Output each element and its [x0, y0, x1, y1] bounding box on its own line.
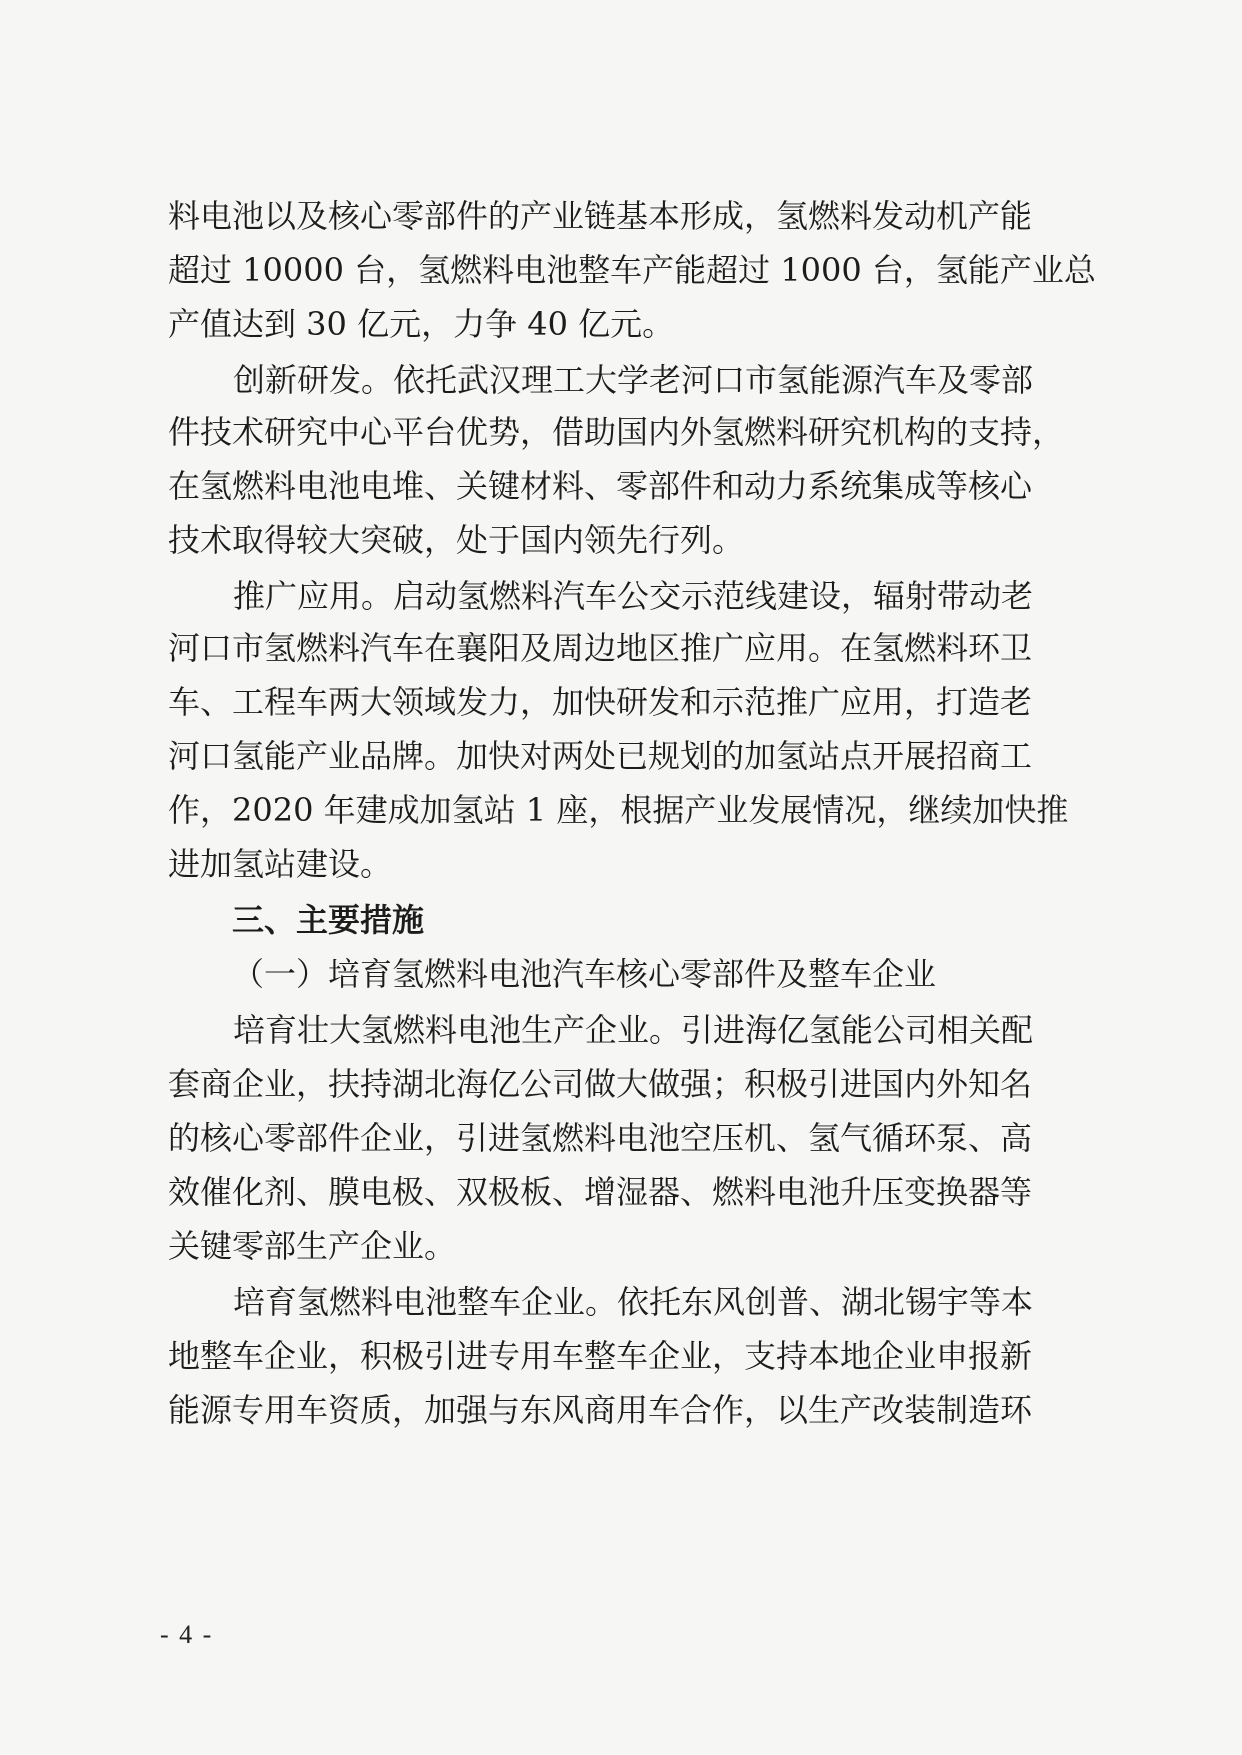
text-line: 河口市氢燃料汽车在襄阳及周边地区推广应用。在氢燃料环卫	[168, 629, 1033, 667]
text-line: 地整车企业，积极引进专用车整车企业，支持本地企业申报新	[168, 1337, 1033, 1375]
text-line: 关键零部生产企业。	[168, 1227, 457, 1265]
text-line: 技术取得较大突破，处于国内领先行列。	[168, 521, 745, 559]
paragraph-start-line: 培育氢燃料电池整车企业。依托东风创普、湖北锡宇等本	[233, 1283, 1034, 1321]
text-line: 作，2020 年建成加氢站 1 座，根据产业发展情况，继续加快推	[168, 791, 1069, 829]
text-line: 进加氢站建设。	[168, 845, 393, 883]
text-line: 料电池以及核心零部件的产业链基本形成，氢燃料发动机产能	[168, 197, 1033, 235]
section-heading: 三、主要措施	[232, 901, 425, 939]
paragraph-start-line: 推广应用。启动氢燃料汽车公交示范线建设，辐射带动老	[233, 577, 1034, 615]
text-line: 件技术研究中心平台优势，借助国内外氢燃料研究机构的支持，	[168, 413, 1065, 451]
subsection-heading: （一）培育氢燃料电池汽车核心零部件及整车企业	[232, 955, 937, 993]
text-line: 在氢燃料电池电堆、关键材料、零部件和动力系统集成等核心	[168, 467, 1033, 505]
text-line: 车、工程车两大领域发力，加快研发和示范推广应用，打造老	[168, 683, 1033, 721]
text-line: 超过 10000 台，氢燃料电池整车产能超过 1000 台，氢能产业总	[168, 251, 1096, 289]
paragraph-start-line: 创新研发。依托武汉理工大学老河口市氢能源汽车及零部	[233, 361, 1034, 399]
text-line: 能源专用车资质，加强与东风商用车合作，以生产改装制造环	[168, 1391, 1033, 1429]
page-number: - 4 -	[160, 1620, 214, 1649]
text-line: 产值达到 30 亿元，力争 40 亿元。	[168, 305, 675, 343]
text-line: 的核心零部件企业，引进氢燃料电池空压机、氢气循环泵、高	[168, 1119, 1033, 1157]
text-line: 套商企业，扶持湖北海亿公司做大做强；积极引进国内外知名	[168, 1065, 1033, 1103]
paragraph-start-line: 培育壮大氢燃料电池生产企业。引进海亿氢能公司相关配	[233, 1011, 1034, 1049]
text-line: 效催化剂、膜电极、双极板、增湿器、燃料电池升压变换器等	[168, 1173, 1033, 1211]
text-line: 河口氢能产业品牌。加快对两处已规划的加氢站点开展招商工	[168, 737, 1033, 775]
